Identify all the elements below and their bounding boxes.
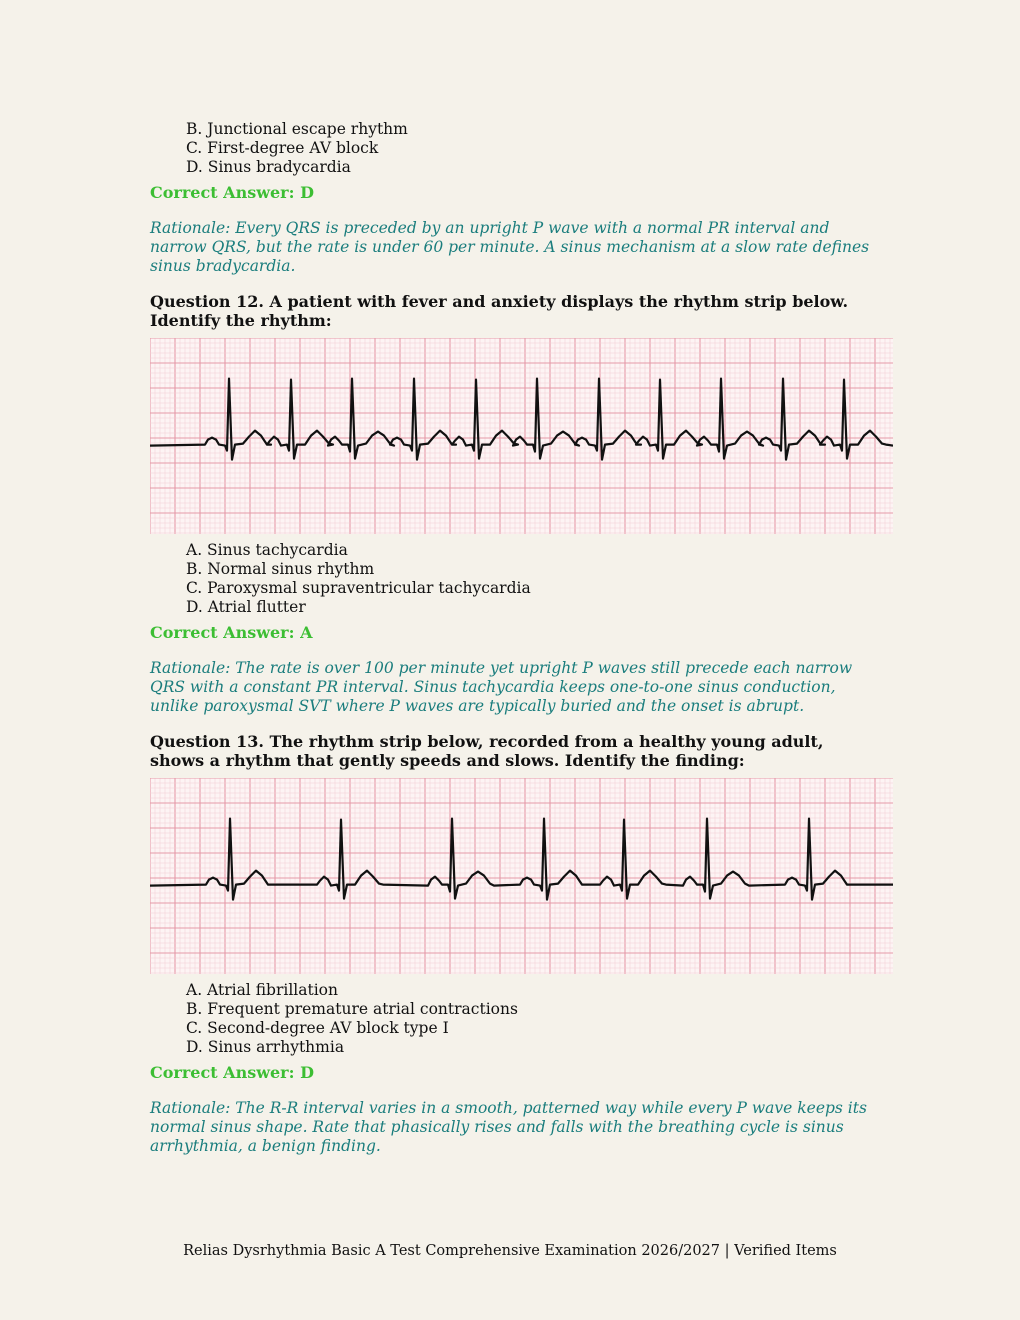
q13-option-b: B. Frequent premature atrial contractions [186, 1000, 518, 1018]
q13-rationale: Rationale: The R-R interval varies in a smooth, patterned way while every P wave keeps its normal sinus shape. Rate that phasically rises and falls with the breathing cycle is sinus arrhythmia, a benign finding. [150, 1099, 867, 1155]
q11-option-c: C. First-degree AV block [186, 139, 379, 157]
q11-option-b: B. Junctional escape rhythm [186, 120, 408, 138]
q12-question: Question 12. A patient with fever and anxiety displays the rhythm strip below. Identify the rhythm: [150, 292, 849, 330]
q13-option-c: C. Second-degree AV block type I [186, 1019, 449, 1037]
q12-ecg-strip-image [150, 338, 893, 534]
q13-option-d: D. Sinus arrhythmia [186, 1038, 345, 1056]
q11-option-d: D. Sinus bradycardia [186, 158, 351, 176]
q12-option-a: A. Sinus tachycardia [186, 541, 348, 559]
q12-option-d: D. Atrial flutter [186, 598, 306, 616]
q11-rationale: Rationale: Every QRS is preceded by an upright P wave with a normal PR interval and narrow QRS, but the rate is under 60 per minute. A sinus mechanism at a slow rate defines sinus bradycardia. [150, 219, 870, 275]
q12-option-b: B. Normal sinus rhythm [186, 560, 375, 578]
q13-option-a: A. Atrial fibrillation [186, 981, 338, 999]
page-footer: Relias Dysrhythmia Basic A Test Comprehensive Examination 2026/2027 | Verified Items [183, 1243, 837, 1259]
q13-ecg-strip-image [150, 778, 893, 974]
q12-correct-answer: Correct Answer: A [150, 623, 313, 642]
q12-option-c: C. Paroxysmal supraventricular tachycardia [186, 579, 531, 597]
q12-rationale: Rationale: The rate is over 100 per minute yet upright P waves still precede each narrow QRS with a constant PR interval. Sinus tachycardia keeps one-to-one sinus conduction, unlike paroxysmal SVT where P waves are typically buried and the onset is abrupt. [150, 659, 853, 715]
q11-correct-answer: Correct Answer: D [150, 183, 314, 202]
q13-question: Question 13. The rhythm strip below, recorded from a healthy young adult, shows a rhythm that gently speeds and slows. Identify the finding: [150, 732, 824, 770]
q13-correct-answer: Correct Answer: D [150, 1063, 314, 1082]
